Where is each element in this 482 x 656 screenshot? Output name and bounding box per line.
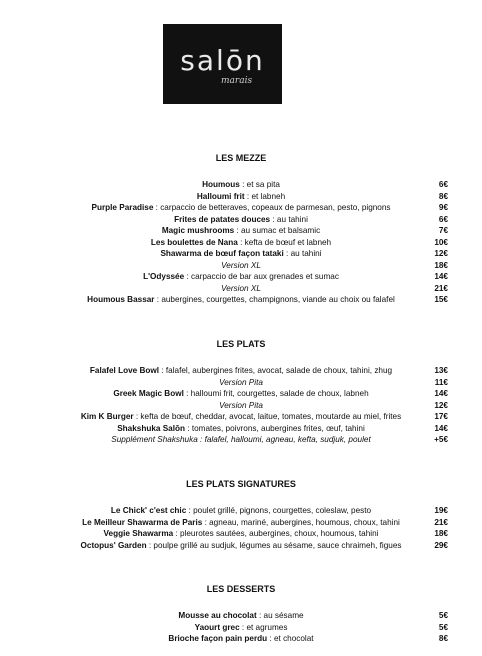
menu-item-name: Octopus' Garden	[80, 540, 147, 550]
menu-item-name: L'Odyssée	[143, 272, 185, 281]
section-mezze	[0, 153, 482, 306]
menu-item-price: 9€	[438, 203, 448, 212]
menu-item	[0, 283, 482, 295]
menu-item	[0, 294, 482, 306]
menu-item	[0, 540, 482, 552]
menu-item-price: 12€	[434, 249, 448, 258]
menu-item-detail: : carpaccio de betteraves, copeaux de parmesan, pesto, pignons	[153, 203, 391, 212]
menu-item-name: Halloumi frit	[196, 191, 245, 201]
menu-item-detail: : et labneh	[244, 191, 286, 201]
menu-item-price: 7€	[438, 226, 448, 235]
menu-item	[0, 225, 482, 237]
menu-item-detail: : et agrumes	[239, 622, 288, 632]
menu-item	[0, 505, 482, 517]
menu-item	[0, 214, 482, 226]
menu-item	[0, 202, 482, 214]
menu-item-name: Magic mushrooms	[161, 226, 235, 235]
menu-item-detail: : aubergines, courgettes, champignons, viande au choix ou falafel	[154, 295, 395, 304]
menu-item-price: 6€	[438, 214, 448, 224]
menu-item	[0, 191, 482, 203]
menu-item-price: 8€	[438, 191, 448, 201]
menu-item-price: 18€	[434, 260, 448, 270]
menu-item-detail: Supplément Shakshuka : falafel, halloumi, agneau, kefta, sudjuk, poulet	[111, 435, 371, 444]
menu-item-detail: : carpaccio de bar aux grenades et sumac	[184, 272, 339, 281]
menu-item-detail: : et sa pita	[239, 180, 280, 189]
menu-item-name: Kim K Burger	[80, 412, 134, 421]
menu-item	[0, 388, 482, 400]
menu-item-price: 29€	[434, 540, 448, 550]
menu-item	[0, 179, 482, 191]
menu-item-detail: : au tahini	[283, 249, 322, 258]
menu-item-price: 14€	[434, 423, 448, 433]
menu-item-detail: Version Pita	[219, 400, 263, 410]
menu-item	[0, 610, 482, 622]
menu-item	[0, 400, 482, 412]
menu-item	[0, 237, 482, 249]
section-signatures	[0, 479, 482, 551]
menu-item-name: Les boulettes de Nana	[150, 237, 238, 247]
menu-item	[0, 423, 482, 435]
menu-item-detail: : tomates, poivrons, aubergines frites, œuf, tahini	[185, 423, 365, 433]
menu-item-price: 6€	[438, 180, 448, 189]
menu-item-price: 21€	[434, 517, 448, 527]
menu-item-name: Mousse au chocolat	[178, 611, 257, 620]
menu-item-detail: : kefta de bœuf et labneh	[237, 237, 332, 247]
menu-item-name: Falafel Love Bowl	[89, 366, 160, 375]
menu-item-price: 17€	[434, 412, 448, 421]
menu-item-detail: : au tahini	[270, 214, 308, 224]
menu-item-detail: : kefta de bœuf, cheddar, avocat, laitue, tomates, moutarde au miel, frites	[133, 412, 402, 421]
menu-item-detail: : pleurotes sautées, aubergines, choux, houmous, tahini	[173, 529, 379, 538]
menu-item-detail: : et chocolat	[267, 634, 314, 643]
menu-item	[0, 434, 482, 446]
menu-item-name: Houmous Bassar	[87, 295, 155, 304]
menu-item-name: Le Meilleur Shawarma de Paris	[82, 517, 203, 527]
menu-item-name: Purple Paradise	[91, 203, 154, 212]
menu-item-price: 11€	[434, 377, 448, 387]
menu-item	[0, 365, 482, 377]
menu-item-price: 5€	[438, 611, 448, 620]
logo-brand: salōn	[180, 44, 265, 77]
menu-item	[0, 517, 482, 529]
menu-item	[0, 622, 482, 634]
menu-item	[0, 528, 482, 540]
logo-subtitle: marais	[221, 76, 253, 86]
menu-item	[0, 633, 482, 645]
section-title: LES DESSERTS	[206, 584, 276, 594]
section-title: LES MEZZE	[215, 153, 267, 163]
menu-item-price: 12€	[434, 400, 448, 410]
menu-item-price: 18€	[434, 529, 448, 538]
menu-item-price: 8€	[438, 634, 448, 643]
restaurant-logo	[163, 24, 282, 104]
menu-item-price: 21€	[434, 283, 448, 293]
section-title: LES PLATS	[216, 339, 266, 349]
menu-item-detail: Version Pita	[219, 377, 263, 387]
menu-item-detail: : halloumi frit, courgettes, salade de choux, labneh	[183, 389, 369, 398]
menu-item-name: Frites de patates douces	[174, 214, 271, 224]
section-desserts	[0, 584, 482, 645]
menu-item-price: 14€	[434, 272, 448, 281]
menu-item-price: 10€	[434, 237, 448, 247]
menu-item-name: Veggie Shawarma	[103, 529, 174, 538]
section-title: LES PLATS SIGNATURES	[186, 479, 296, 489]
menu-item-name: Yaourt grec	[194, 622, 240, 632]
menu-item	[0, 260, 482, 272]
menu-item-price: 13€	[434, 366, 448, 375]
menu-item	[0, 411, 482, 423]
menu-item-price: +5€	[434, 435, 448, 444]
section-plats	[0, 339, 482, 446]
menu-item-detail: : au sésame	[256, 611, 304, 620]
menu-item	[0, 377, 482, 389]
menu-item-name: Greek Magic Bowl	[113, 389, 184, 398]
menu-item-name: Brioche façon pain perdu	[168, 634, 268, 643]
menu-item	[0, 248, 482, 260]
menu-item-detail: Version XL	[221, 283, 261, 293]
menu-item-detail: : poulet grillé, pignons, courgettes, coleslaw, pesto	[186, 506, 372, 515]
menu-item-name: Houmous	[202, 180, 240, 189]
menu-item-price: 14€	[434, 389, 448, 398]
menu-item-detail: : agneau, mariné, aubergines, houmous, choux, tahini	[202, 517, 400, 527]
menu-item-price: 5€	[438, 622, 448, 632]
menu-item-price: 15€	[434, 295, 448, 304]
menu-item-detail: : falafel, aubergines frites, avocat, salade de choux, tahini, zhug	[159, 366, 393, 375]
menu-item-detail: : poulpe grillé au sudjuk, légumes au sésame, sauce chraimeh, figues	[146, 540, 402, 550]
menu-item-name: Shawarma de bœuf façon tataki	[160, 249, 284, 258]
menu-item-price: 19€	[434, 506, 448, 515]
menu-item-name: Shakshuka Salōn	[117, 423, 186, 433]
menu-item	[0, 271, 482, 283]
menu-item-detail: Version XL	[221, 260, 261, 270]
menu-item-detail: : au sumac et balsamic	[234, 226, 321, 235]
menu-item-name: Le Chick' c'est chic	[110, 506, 187, 515]
